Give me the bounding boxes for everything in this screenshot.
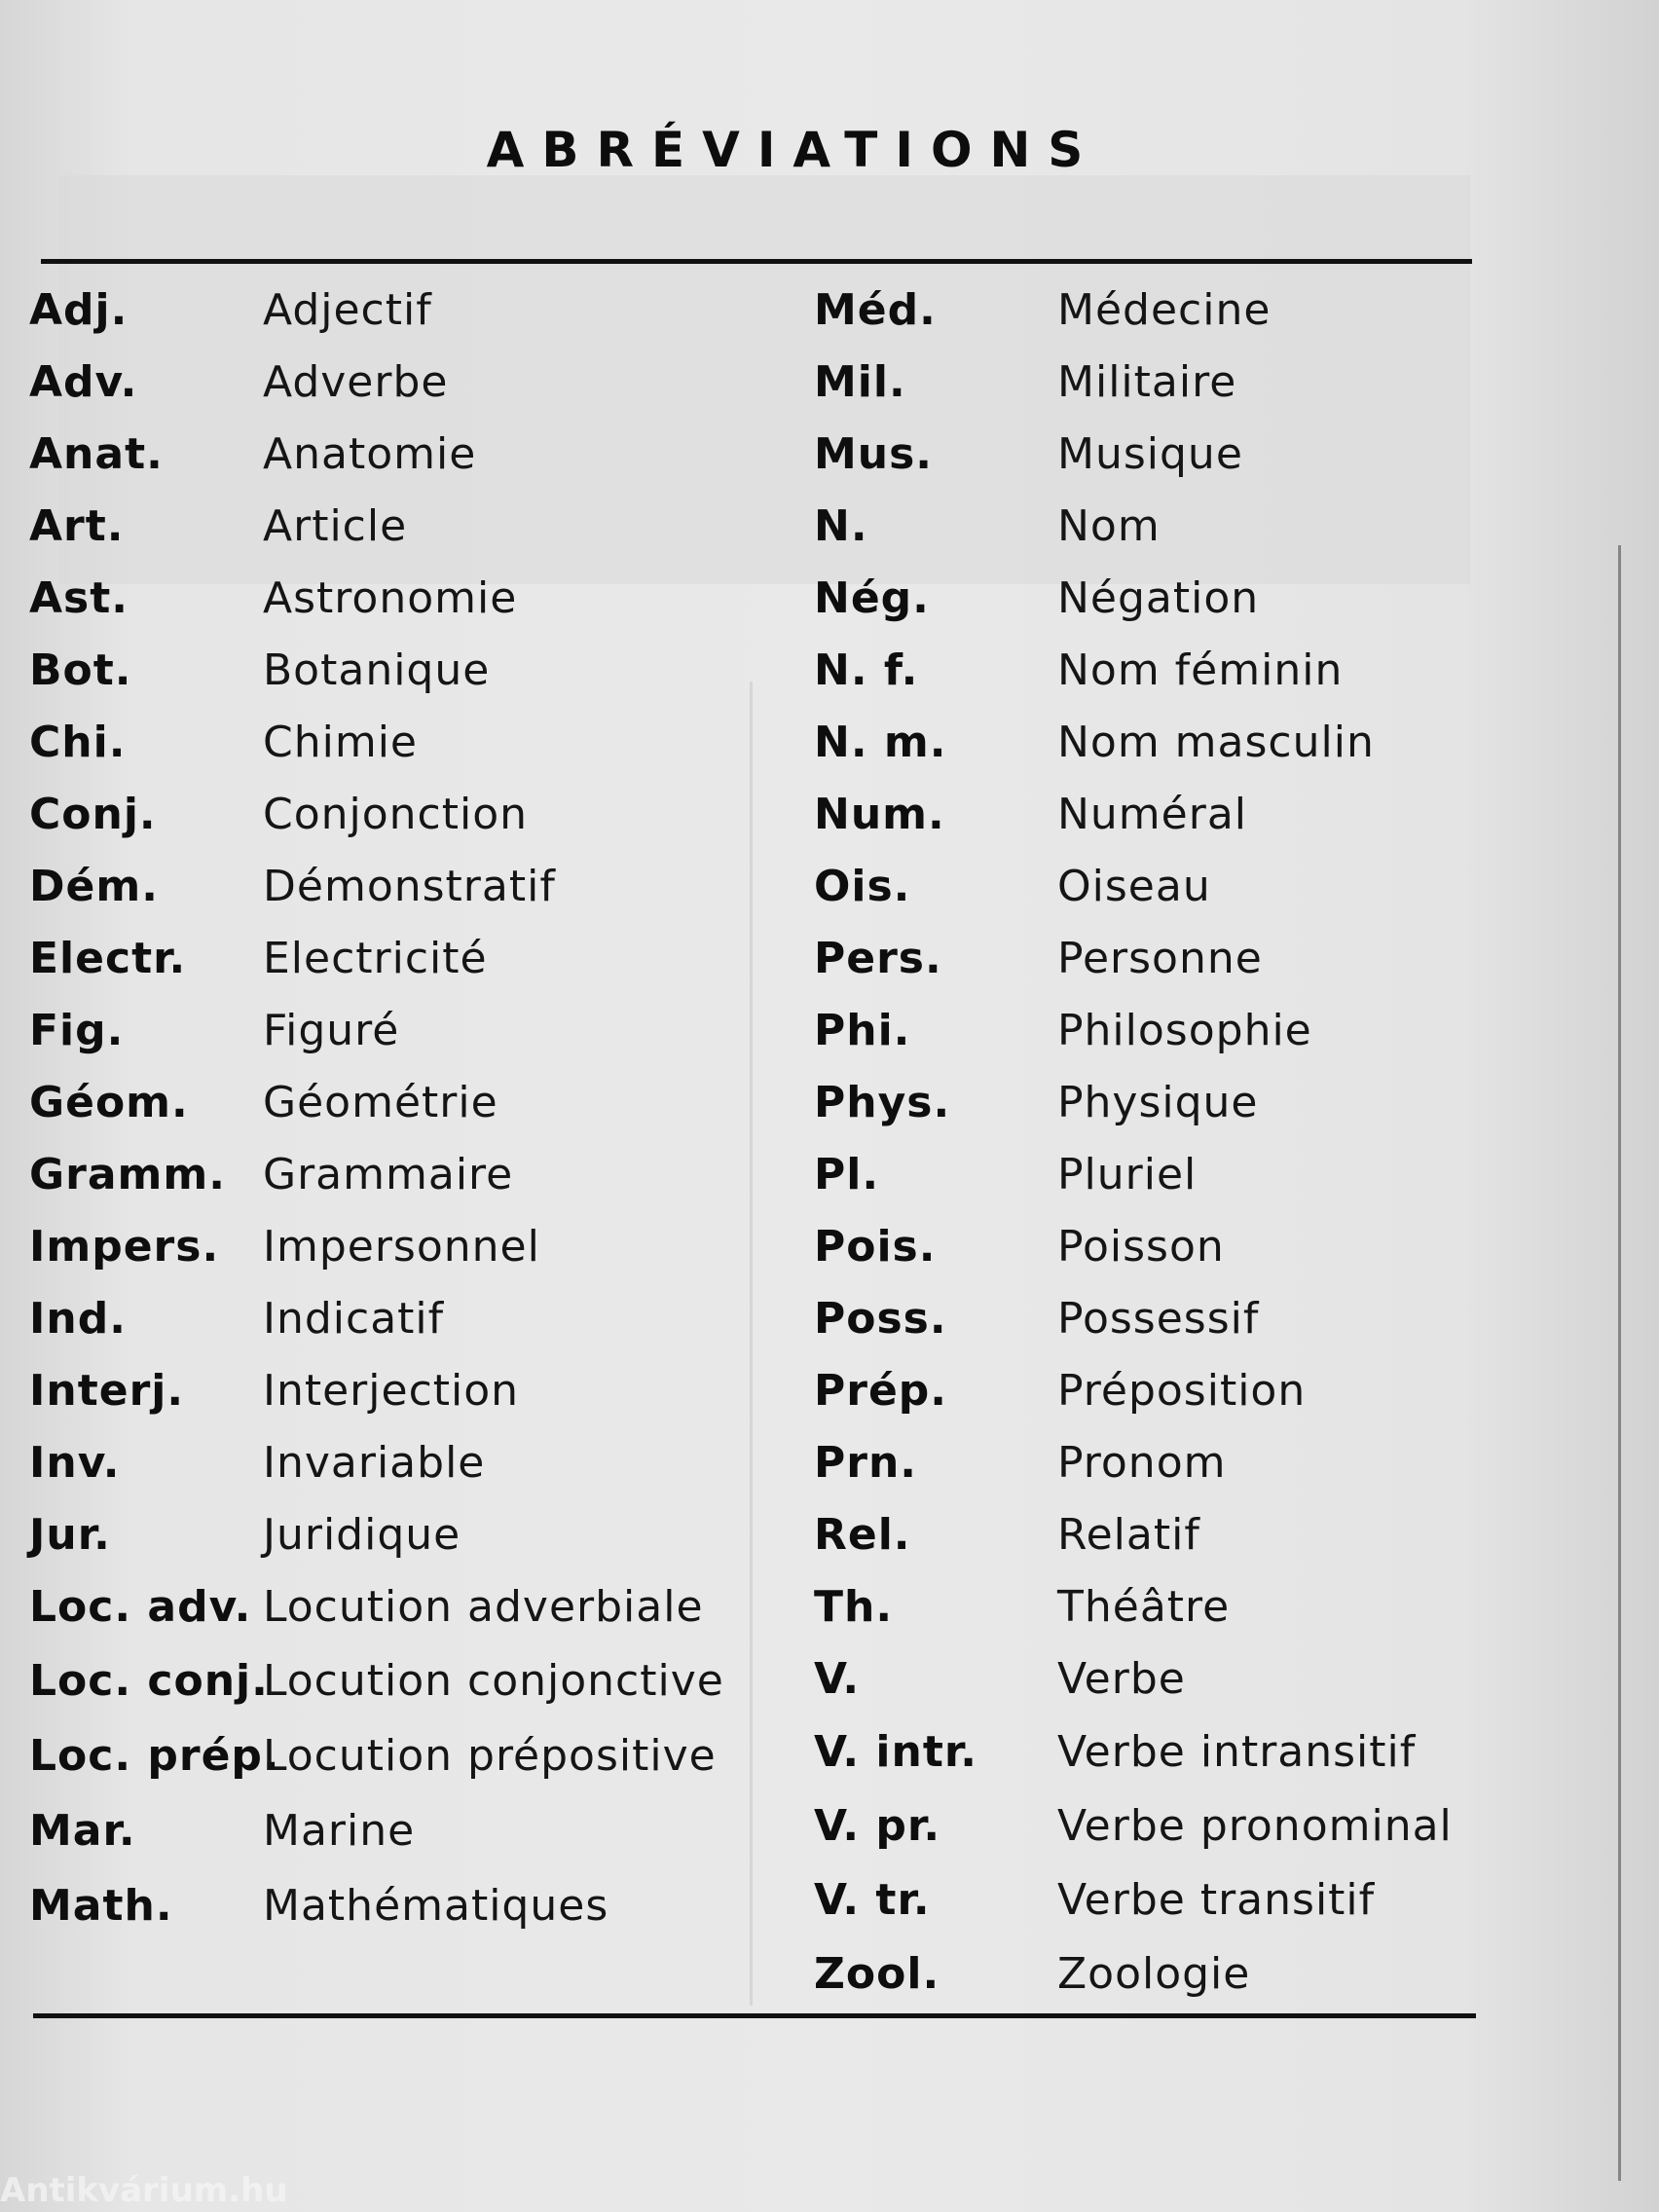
abbreviation-row (29, 779, 769, 851)
abbreviation-row (29, 1427, 769, 1499)
abbreviation: Loc. adv. (29, 1582, 252, 1632)
abbreviation: Pers. (814, 934, 942, 983)
abbreviation-row (814, 491, 1476, 563)
abbreviation-meaning: Mathématiques (263, 1880, 609, 1931)
bottom-rule (33, 2013, 1476, 2018)
abbreviation: Gramm. (29, 1150, 226, 1199)
abbreviation-meaning: Numéral (1057, 790, 1248, 839)
abbreviation-meaning: Relatif (1057, 1510, 1200, 1560)
abbreviation-row (29, 563, 769, 635)
abbreviation-meaning: Locution prépositive (263, 1730, 717, 1781)
abbreviation-meaning: Indicatif (263, 1294, 445, 1344)
abbreviation-meaning: Personne (1057, 934, 1263, 983)
abbreviation-meaning: Astronomie (263, 573, 518, 623)
abbreviation-row (814, 347, 1476, 419)
abbreviation-meaning: Possessif (1057, 1294, 1260, 1344)
abbreviation-row (29, 1643, 769, 1718)
abbreviation-row (29, 995, 769, 1067)
abbreviation-meaning: Verbe (1057, 1654, 1186, 1704)
abbreviation: Impers. (29, 1222, 220, 1272)
abbreviation-row (29, 1868, 769, 1943)
abbreviation-row (29, 1067, 769, 1139)
abbreviation: Phys. (814, 1078, 951, 1127)
page-edge-line (1618, 545, 1621, 2181)
abbreviation: V. tr. (814, 1875, 931, 1925)
abbreviation-meaning: Géométrie (263, 1078, 498, 1127)
abbreviation: Mar. (29, 1805, 136, 1856)
abbreviation: V. pr. (814, 1801, 941, 1851)
abbreviation-meaning: Locution conjonctive (263, 1655, 724, 1706)
abbreviation-meaning: Verbe pronominal (1057, 1801, 1453, 1851)
abbreviation-meaning: Philosophie (1057, 1006, 1312, 1055)
abbreviation: Dém. (29, 862, 159, 911)
abbreviation-row (814, 707, 1476, 779)
abbreviation-row (29, 1499, 769, 1571)
abbreviation-meaning: Conjonction (263, 790, 529, 839)
abbreviation-meaning: Impersonnel (263, 1222, 540, 1272)
abbreviation-meaning: Médecine (1057, 285, 1272, 335)
abbreviation-meaning: Pronom (1057, 1438, 1227, 1488)
abbreviation-meaning: Article (263, 501, 408, 551)
abbreviation-row (29, 275, 769, 347)
abbreviation: V. intr. (814, 1727, 977, 1777)
abbreviation-row (814, 1571, 1476, 1643)
abbreviation-row (29, 347, 769, 419)
abbreviation-meaning: Figuré (263, 1006, 400, 1055)
abbreviation-row (814, 1283, 1476, 1355)
abbreviation-meaning: Marine (263, 1805, 416, 1856)
abbreviation: Art. (29, 501, 125, 551)
abbreviation-meaning: Pluriel (1057, 1150, 1198, 1199)
abbreviation-row (814, 923, 1476, 995)
abbreviation: Inv. (29, 1438, 121, 1488)
abbreviation: Méd. (814, 285, 937, 335)
abbreviation-row (29, 1139, 769, 1211)
abbreviation-meaning: Chimie (263, 718, 418, 767)
abbreviation-row (814, 1067, 1476, 1139)
abbreviation: Nég. (814, 573, 930, 623)
abbreviation-row (814, 275, 1476, 347)
abbreviation-row (814, 1139, 1476, 1211)
abbreviation: N. f. (814, 645, 919, 695)
abbreviation-meaning: Militaire (1057, 357, 1237, 407)
abbreviation-row (814, 1863, 1476, 1937)
abbreviation-meaning: Physique (1057, 1078, 1259, 1127)
abbreviation-row (814, 419, 1476, 491)
abbreviation-meaning: Verbe intransitif (1057, 1727, 1417, 1777)
abbreviation: Ast. (29, 573, 129, 623)
abbreviation: Poss. (814, 1294, 947, 1344)
abbreviation-row (29, 851, 769, 923)
abbreviation: Pl. (814, 1150, 880, 1199)
abbreviation-row (814, 1715, 1476, 1789)
abbreviation-row (814, 1427, 1476, 1499)
abbreviation-row (29, 1355, 769, 1427)
abbreviation: Math. (29, 1880, 173, 1931)
abbreviation-row (814, 1643, 1476, 1715)
abbreviation: Phi. (814, 1006, 911, 1055)
abbreviation-meaning: Démonstratif (263, 862, 556, 911)
abbreviation-row (29, 1283, 769, 1355)
abbreviation-row (29, 635, 769, 707)
abbreviation-meaning: Préposition (1057, 1366, 1307, 1416)
abbreviation: Th. (814, 1582, 894, 1632)
top-rule (41, 259, 1472, 264)
abbreviation-row (814, 1789, 1476, 1863)
abbreviation: Interj. (29, 1366, 185, 1416)
abbreviation-meaning: Locution adverbiale (263, 1582, 704, 1632)
abbreviation: Ind. (29, 1294, 127, 1344)
abbreviation-meaning: Nom (1057, 501, 1161, 551)
abbreviation: Ois. (814, 862, 911, 911)
abbreviation: V. (814, 1654, 861, 1704)
abbreviation: Fig. (29, 1006, 125, 1055)
abbreviation-row (814, 779, 1476, 851)
abbreviation-row (29, 923, 769, 995)
left-abbreviation-column (29, 275, 769, 1943)
abbreviation-row (814, 635, 1476, 707)
abbreviation: Anat. (29, 429, 164, 479)
abbreviation-meaning: Botanique (263, 645, 491, 695)
abbreviation: Jur. (29, 1510, 111, 1560)
abbreviation-meaning: Verbe transitif (1057, 1875, 1376, 1925)
abbreviation: Num. (814, 790, 945, 839)
abbreviation-meaning: Oiseau (1057, 862, 1211, 911)
abbreviation-meaning: Nom masculin (1057, 718, 1375, 767)
abbreviation: Conj. (29, 790, 157, 839)
abbreviation-meaning: Théâtre (1057, 1582, 1231, 1632)
abbreviation-meaning: Juridique (263, 1510, 461, 1560)
abbreviation-row (814, 1937, 1476, 2011)
abbreviation-meaning: Invariable (263, 1438, 486, 1488)
abbreviation-row (814, 563, 1476, 635)
abbreviation-row (814, 1355, 1476, 1427)
abbreviation: Prép. (814, 1366, 947, 1416)
abbreviation: Loc. conj. (29, 1655, 269, 1706)
abbreviation: Zool. (814, 1949, 940, 1999)
abbreviation: Electr. (29, 934, 187, 983)
abbreviation: Mil. (814, 357, 906, 407)
abbreviation-meaning: Adverbe (263, 357, 449, 407)
abbreviation: Géom. (29, 1078, 189, 1127)
abbreviation-meaning: Négation (1057, 573, 1260, 623)
abbreviation-row (814, 1499, 1476, 1571)
abbreviation: Rel. (814, 1510, 911, 1560)
watermark: Antikvárium.hu (0, 2171, 288, 2210)
abbreviation: Bot. (29, 645, 132, 695)
abbreviation: Pois. (814, 1222, 937, 1272)
abbreviation-row (814, 995, 1476, 1067)
page-title: ABRÉVIATIONS (486, 122, 1101, 178)
abbreviation: Loc. prép. (29, 1730, 280, 1781)
abbreviation-row (814, 1211, 1476, 1283)
abbreviation-meaning: Nom féminin (1057, 645, 1344, 695)
abbreviation: Chi. (29, 718, 127, 767)
abbreviation-meaning: Interjection (263, 1366, 520, 1416)
abbreviation-meaning: Electricité (263, 934, 488, 983)
abbreviation: Adv. (29, 357, 138, 407)
abbreviation-meaning: Grammaire (263, 1150, 514, 1199)
abbreviation-row (29, 1718, 769, 1793)
abbreviation: N. m. (814, 718, 947, 767)
abbreviation: Adj. (29, 285, 129, 335)
abbreviation-meaning: Poisson (1057, 1222, 1225, 1272)
abbreviation-row (29, 1211, 769, 1283)
abbreviation-row (29, 1571, 769, 1643)
abbreviation-meaning: Anatomie (263, 429, 477, 479)
abbreviation-row (814, 851, 1476, 923)
abbreviation: Prn. (814, 1438, 917, 1488)
abbreviation: N. (814, 501, 868, 551)
abbreviation-meaning: Musique (1057, 429, 1243, 479)
right-abbreviation-column (814, 275, 1476, 2011)
abbreviation-row (29, 419, 769, 491)
abbreviation: Mus. (814, 429, 934, 479)
abbreviation-row (29, 1793, 769, 1868)
abbreviation-row (29, 707, 769, 779)
abbreviation-row (29, 491, 769, 563)
abbreviation-meaning: Zoologie (1057, 1949, 1251, 1999)
abbreviation-meaning: Adjectif (263, 285, 432, 335)
